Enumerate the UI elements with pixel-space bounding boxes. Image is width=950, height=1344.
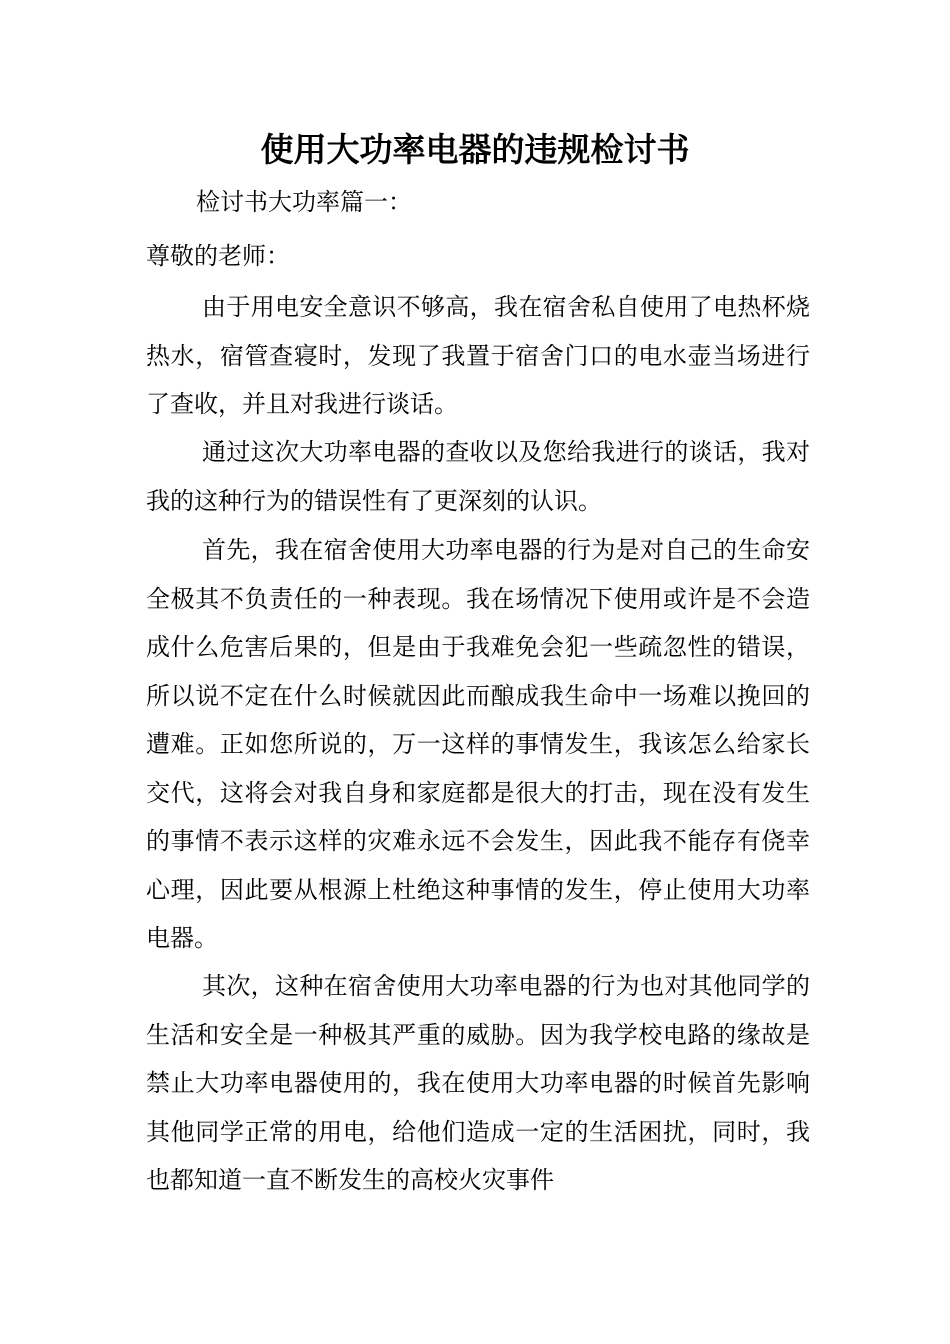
paragraph-3: 首先，我在宿舍使用大功率电器的行为是对自己的生命安全极其不负责任的一种表现。我在场情况下使用或许是不会造成什么危害后果的，但是由于我难免会犯一些疏忽性的错误，所以说不定在什么时候就因此而酿成我生命中一场难以挽回的遭难。正如您所说的，万一这样的事情发生，我该怎么给家长交代，这将会对我自身和家庭都是很大的打击，现在没有发生的事情不表示这样的灾难永远不会发生，因此我不能存有侥幸心理，因此要从根源上杜绝这种事情的发生，停止使用大功率电器。 (146, 536, 810, 952)
document-title: 使用大功率电器的违规检讨书 (260, 130, 690, 169)
paragraph-1: 由于用电安全意识不够高，我在宿舍私自使用了电热杯烧热水，宿管查寝时，发现了我置于宿舍门口的电水壶当场进行了查收，并且对我进行谈话。 (146, 293, 810, 418)
paragraph-2: 通过这次大功率电器的查收以及您给我进行的谈话，我对我的这种行为的错误性有了更深刻的认识。 (146, 438, 810, 515)
document-subtitle: 检讨书大功率篇一： (196, 188, 412, 216)
paragraph-4: 其次，这种在宿舍使用大功率电器的行为也对其他同学的生活和安全是一种极其严重的威胁。因为我学校电路的缘故是禁止大功率电器使用的，我在使用大功率电器的时候首先影响其他同学正常的用电，给他们造成一定的生活困扰，同时，我也都知道一直不断发生的高校火灾事件 (146, 972, 810, 1194)
salutation: 尊敬的老师： (146, 242, 290, 270)
